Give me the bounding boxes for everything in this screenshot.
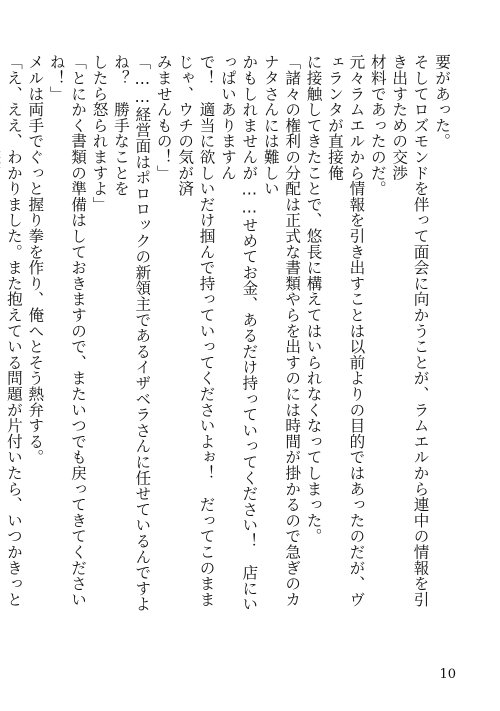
text-line-12: 「とにかく書類の準備はしておきますので、またいつでも戻ってきてくださいね！」 bbox=[47, 54, 88, 607]
text-line-13: メルは両手でぐっと握り拳を作り、俺へとそう熱弁する。 bbox=[26, 54, 45, 465]
text-line-11: したら怒られますよ」 bbox=[90, 54, 109, 212]
text-line-5: に接触してきたことで、悠長に構えてはいられなくなってしまった。 bbox=[304, 54, 323, 544]
vertical-text-body bbox=[4, 54, 452, 620]
text-line-3: 材料であったのだ。 bbox=[368, 54, 387, 197]
text-line-1: 要があった。 bbox=[433, 54, 451, 149]
text-line-9: みませんもの！」 bbox=[154, 54, 173, 181]
text-line-6: 「諸々の権利の分配は正式な書類やらを出すのには時間が掛かるので急ぎのカナタさんには難しい bbox=[261, 54, 302, 607]
page-number: 10 bbox=[439, 667, 456, 682]
text-line-4: 元々ラムエルから情報を引き出すことは以前よりの目的ではあったのだが、ヴェランタが直接俺 bbox=[325, 54, 366, 607]
text-line-10: 「……経営面はポロロックの新領主であるイザベラさんに任せているんですよね？ 勝手なことを bbox=[111, 54, 152, 612]
text-line-7: かもしれませんが……せめてお金、あるだけ持っていってください！ 店にいっぱいありますん bbox=[218, 54, 259, 612]
text-line-2: そしてロズモンドを伴って面会に向かうことが、ラムエルから連中の情報を引き出すための交渉 bbox=[390, 54, 430, 607]
text-line-8: で！ 適当に欲しいだけ掴んで持っていってくださいよぉ！ だってこのままじゃ、ウチの気が済 bbox=[176, 54, 216, 607]
text-line-14: 「え、ええ、わかりました。また抱えている問題が片付いたら、いつかきっと bbox=[4, 54, 23, 607]
